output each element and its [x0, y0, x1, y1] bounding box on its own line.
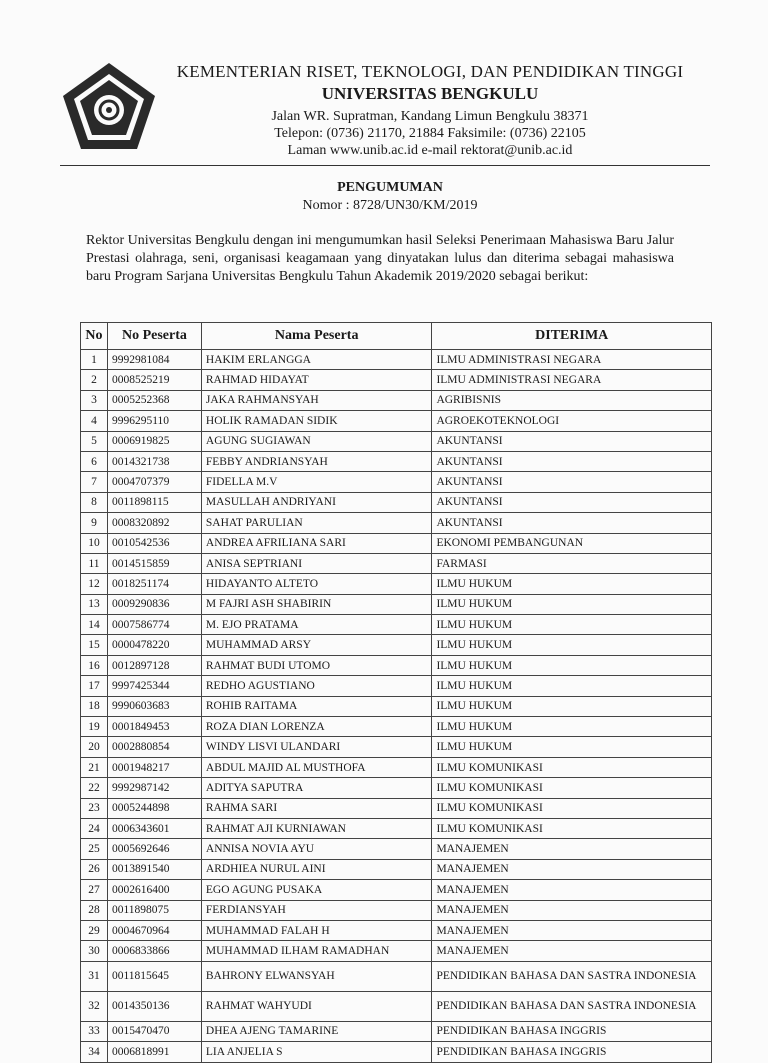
participant-name: RAHMAT WAHYUDI	[201, 991, 432, 1021]
participant-number: 0006833866	[107, 941, 201, 961]
participant-number: 0006818991	[107, 1042, 201, 1062]
participant-name: SAHAT PARULIAN	[201, 513, 432, 533]
row-no: 30	[81, 941, 108, 961]
row-no: 32	[81, 991, 108, 1021]
table-row	[81, 492, 712, 512]
table-row	[81, 411, 712, 431]
accepted-program: AKUNTANSI	[432, 451, 712, 471]
table-row	[81, 818, 712, 838]
participant-name: REDHO AGUSTIANO	[201, 676, 432, 696]
announcement-title: PENGUMUMAN	[337, 180, 443, 195]
table-row	[81, 350, 712, 370]
accepted-program: ILMU HUKUM	[432, 737, 712, 757]
table-header-row	[81, 323, 712, 350]
participant-name: MUHAMMAD FALAH H	[201, 920, 432, 940]
table-row	[81, 533, 712, 553]
table-row	[81, 1021, 712, 1041]
participant-number: 0007586774	[107, 615, 201, 635]
table-row	[81, 696, 712, 716]
participant-number: 0004670964	[107, 920, 201, 940]
table-row	[81, 553, 712, 573]
letterhead-divider	[60, 165, 710, 166]
row-no: 28	[81, 900, 108, 920]
table-row	[81, 991, 712, 1021]
participant-number: 0000478220	[107, 635, 201, 655]
participant-name: MASULLAH ANDRIYANI	[201, 492, 432, 512]
participant-number: 0014350136	[107, 991, 201, 1021]
accepted-program: PENDIDIKAN BAHASA INGGRIS	[432, 1021, 712, 1041]
row-no: 2	[81, 370, 108, 390]
participant-number: 0005692646	[107, 839, 201, 859]
participant-name: HOLIK RAMADAN SIDIK	[201, 411, 432, 431]
participant-name: FEBBY ANDRIANSYAH	[201, 451, 432, 471]
participant-number: 9992987142	[107, 778, 201, 798]
row-no: 5	[81, 431, 108, 451]
ministry-name: KEMENTERIAN RISET, TEKNOLOGI, DAN PENDIDIKAN TINGGI	[176, 62, 684, 81]
participant-name: DHEA AJENG TAMARINE	[201, 1021, 432, 1041]
participant-name: MUHAMMAD ARSY	[201, 635, 432, 655]
participant-name: ANDREA AFRILIANA SARI	[201, 533, 432, 553]
participant-name: ROZA DIAN LORENZA	[201, 717, 432, 737]
accepted-program: AKUNTANSI	[432, 472, 712, 492]
table-row	[81, 370, 712, 390]
participant-number: 9992981084	[107, 350, 201, 370]
accepted-program: PENDIDIKAN BAHASA DAN SASTRA INDONESIA	[432, 991, 712, 1021]
participant-name: JAKA RAHMANSYAH	[201, 390, 432, 410]
address: Jalan WR. Supratman, Kandang Limun Bengkulu 38371	[271, 109, 589, 124]
header-participant-name: Nama Peserta	[201, 323, 432, 350]
header-participant-number: No Peserta	[107, 323, 201, 350]
accepted-program: AKUNTANSI	[432, 492, 712, 512]
university-logo	[60, 60, 158, 152]
participant-name: FIDELLA M.V	[201, 472, 432, 492]
participant-number: 0005244898	[107, 798, 201, 818]
table-row	[81, 1042, 712, 1062]
participant-number: 9990603683	[107, 696, 201, 716]
participant-number: 0013891540	[107, 859, 201, 879]
phone-fax: Telepon: (0736) 21170, 21884 Faksimile: (0736) 22105	[274, 126, 586, 141]
table-row	[81, 859, 712, 879]
accepted-program: ILMU HUKUM	[432, 594, 712, 614]
participant-name: BAHRONY ELWANSYAH	[201, 961, 432, 991]
row-no: 21	[81, 757, 108, 777]
table-row	[81, 900, 712, 920]
participant-number: 9996295110	[107, 411, 201, 431]
accepted-program: ILMU HUKUM	[432, 655, 712, 675]
accepted-program: ILMU HUKUM	[432, 635, 712, 655]
row-no: 20	[81, 737, 108, 757]
row-no: 25	[81, 839, 108, 859]
accepted-program: AGROEKOTEKNOLOGI	[432, 411, 712, 431]
row-no: 4	[81, 411, 108, 431]
row-no: 19	[81, 717, 108, 737]
participant-name: M. EJO PRATAMA	[201, 615, 432, 635]
row-no: 24	[81, 818, 108, 838]
table-row	[81, 472, 712, 492]
row-no: 17	[81, 676, 108, 696]
participant-name: FERDIANSYAH	[201, 900, 432, 920]
accepted-program: ILMU KOMUNIKASI	[432, 778, 712, 798]
participant-number: 0008320892	[107, 513, 201, 533]
row-no: 13	[81, 594, 108, 614]
participant-name: MUHAMMAD ILHAM RAMADHAN	[201, 941, 432, 961]
row-no: 22	[81, 778, 108, 798]
participant-number: 0010542536	[107, 533, 201, 553]
table-row	[81, 431, 712, 451]
row-no: 34	[81, 1042, 108, 1062]
participant-number: 0002616400	[107, 880, 201, 900]
participant-name: LIA ANJELIA S	[201, 1042, 432, 1062]
results-table	[80, 322, 712, 1063]
accepted-program: ILMU HUKUM	[432, 717, 712, 737]
table-row	[81, 920, 712, 940]
university-name: UNIVERSITAS BENGKULU	[321, 84, 539, 103]
participant-number: 0001849453	[107, 717, 201, 737]
accepted-program: ILMU KOMUNIKASI	[432, 757, 712, 777]
row-no: 10	[81, 533, 108, 553]
row-no: 1	[81, 350, 108, 370]
accepted-program: ILMU HUKUM	[432, 676, 712, 696]
table-row	[81, 941, 712, 961]
participant-number: 0011898075	[107, 900, 201, 920]
accepted-program: MANAJEMEN	[432, 900, 712, 920]
participant-name: ADITYA SAPUTRA	[201, 778, 432, 798]
participant-name: ANNISA NOVIA AYU	[201, 839, 432, 859]
participant-number: 0004707379	[107, 472, 201, 492]
row-no: 29	[81, 920, 108, 940]
participant-name: RAHMAT AJI KURNIAWAN	[201, 818, 432, 838]
participant-number: 0009290836	[107, 594, 201, 614]
participant-number: 0001948217	[107, 757, 201, 777]
table-row	[81, 594, 712, 614]
accepted-program: ILMU HUKUM	[432, 696, 712, 716]
participant-name: ARDHIEA NURUL AINI	[201, 859, 432, 879]
participant-number: 0006919825	[107, 431, 201, 451]
accepted-program: AKUNTANSI	[432, 431, 712, 451]
table-row	[81, 839, 712, 859]
accepted-program: ILMU ADMINISTRASI NEGARA	[432, 370, 712, 390]
table-row	[81, 737, 712, 757]
row-no: 12	[81, 574, 108, 594]
table-row	[81, 880, 712, 900]
participant-name: ROHIB RAITAMA	[201, 696, 432, 716]
table-row	[81, 961, 712, 991]
row-no: 18	[81, 696, 108, 716]
row-no: 8	[81, 492, 108, 512]
row-no: 14	[81, 615, 108, 635]
participant-name: M FAJRI ASH SHABIRIN	[201, 594, 432, 614]
header-no: No	[81, 323, 108, 350]
participant-number: 0015470470	[107, 1021, 201, 1041]
accepted-program: ILMU HUKUM	[432, 615, 712, 635]
accepted-program: PENDIDIKAN BAHASA INGGRIS	[432, 1042, 712, 1062]
participant-name: RAHMAT BUDI UTOMO	[201, 655, 432, 675]
row-no: 15	[81, 635, 108, 655]
table-row	[81, 655, 712, 675]
participant-name: HAKIM ERLANGGA	[201, 350, 432, 370]
web-email: Laman www.unib.ac.id e-mail rektorat@unib.ac.id	[287, 143, 573, 158]
table-row	[81, 798, 712, 818]
participant-number: 0006343601	[107, 818, 201, 838]
announcement-intro: Rektor Universitas Bengkulu dengan ini mengumumkan hasil Seleksi Penerimaan Mahasiswa Baru Jalur Prestasi olahraga, seni, organisasi keagamaan yang dinyatakan lulus dan diterima sebagai mahasiswa baru Program Sarjana Universitas Bengkulu Tahun Akademik 2019/2020 sebagai berikut:	[86, 233, 674, 284]
table-row	[81, 635, 712, 655]
accepted-program: ILMU KOMUNIKASI	[432, 798, 712, 818]
announcement-number: Nomor : 8728/UN30/KM/2019	[302, 198, 478, 213]
participant-number: 0005252368	[107, 390, 201, 410]
participant-number: 9997425344	[107, 676, 201, 696]
participant-number: 0008525219	[107, 370, 201, 390]
accepted-program: MANAJEMEN	[432, 859, 712, 879]
participant-name: RAHMAD HIDAYAT	[201, 370, 432, 390]
accepted-program: FARMASI	[432, 553, 712, 573]
table-row	[81, 574, 712, 594]
accepted-program: ILMU HUKUM	[432, 574, 712, 594]
table-row	[81, 778, 712, 798]
accepted-program: PENDIDIKAN BAHASA DAN SASTRA INDONESIA	[432, 961, 712, 991]
table-row	[81, 717, 712, 737]
participant-number: 0014515859	[107, 553, 201, 573]
participant-name: ABDUL MAJID AL MUSTHOFA	[201, 757, 432, 777]
table-row	[81, 451, 712, 471]
participant-name: WINDY LISVI ULANDARI	[201, 737, 432, 757]
participant-name: EGO AGUNG PUSAKA	[201, 880, 432, 900]
row-no: 9	[81, 513, 108, 533]
row-no: 7	[81, 472, 108, 492]
accepted-program: MANAJEMEN	[432, 839, 712, 859]
row-no: 27	[81, 880, 108, 900]
table-row	[81, 390, 712, 410]
table-row	[81, 513, 712, 533]
accepted-program: MANAJEMEN	[432, 941, 712, 961]
participant-number: 0002880854	[107, 737, 201, 757]
row-no: 23	[81, 798, 108, 818]
participant-number: 0014321738	[107, 451, 201, 471]
participant-name: RAHMA SARI	[201, 798, 432, 818]
participant-name: AGUNG SUGIAWAN	[201, 431, 432, 451]
row-no: 11	[81, 553, 108, 573]
row-no: 33	[81, 1021, 108, 1041]
header-accepted: DITERIMA	[432, 323, 712, 350]
table-row	[81, 615, 712, 635]
table-row	[81, 676, 712, 696]
participant-name: ANISA SEPTRIANI	[201, 553, 432, 573]
accepted-program: MANAJEMEN	[432, 880, 712, 900]
participant-name: HIDAYANTO ALTETO	[201, 574, 432, 594]
accepted-program: EKONOMI PEMBANGUNAN	[432, 533, 712, 553]
accepted-program: ILMU KOMUNIKASI	[432, 818, 712, 838]
participant-number: 0011898115	[107, 492, 201, 512]
table-row	[81, 757, 712, 777]
row-no: 6	[81, 451, 108, 471]
accepted-program: ILMU ADMINISTRASI NEGARA	[432, 350, 712, 370]
row-no: 16	[81, 655, 108, 675]
row-no: 31	[81, 961, 108, 991]
accepted-program: AGRIBISNIS	[432, 390, 712, 410]
participant-number: 0018251174	[107, 574, 201, 594]
accepted-program: AKUNTANSI	[432, 513, 712, 533]
participant-number: 0012897128	[107, 655, 201, 675]
row-no: 3	[81, 390, 108, 410]
accepted-program: MANAJEMEN	[432, 920, 712, 940]
participant-number: 0011815645	[107, 961, 201, 991]
row-no: 26	[81, 859, 108, 879]
